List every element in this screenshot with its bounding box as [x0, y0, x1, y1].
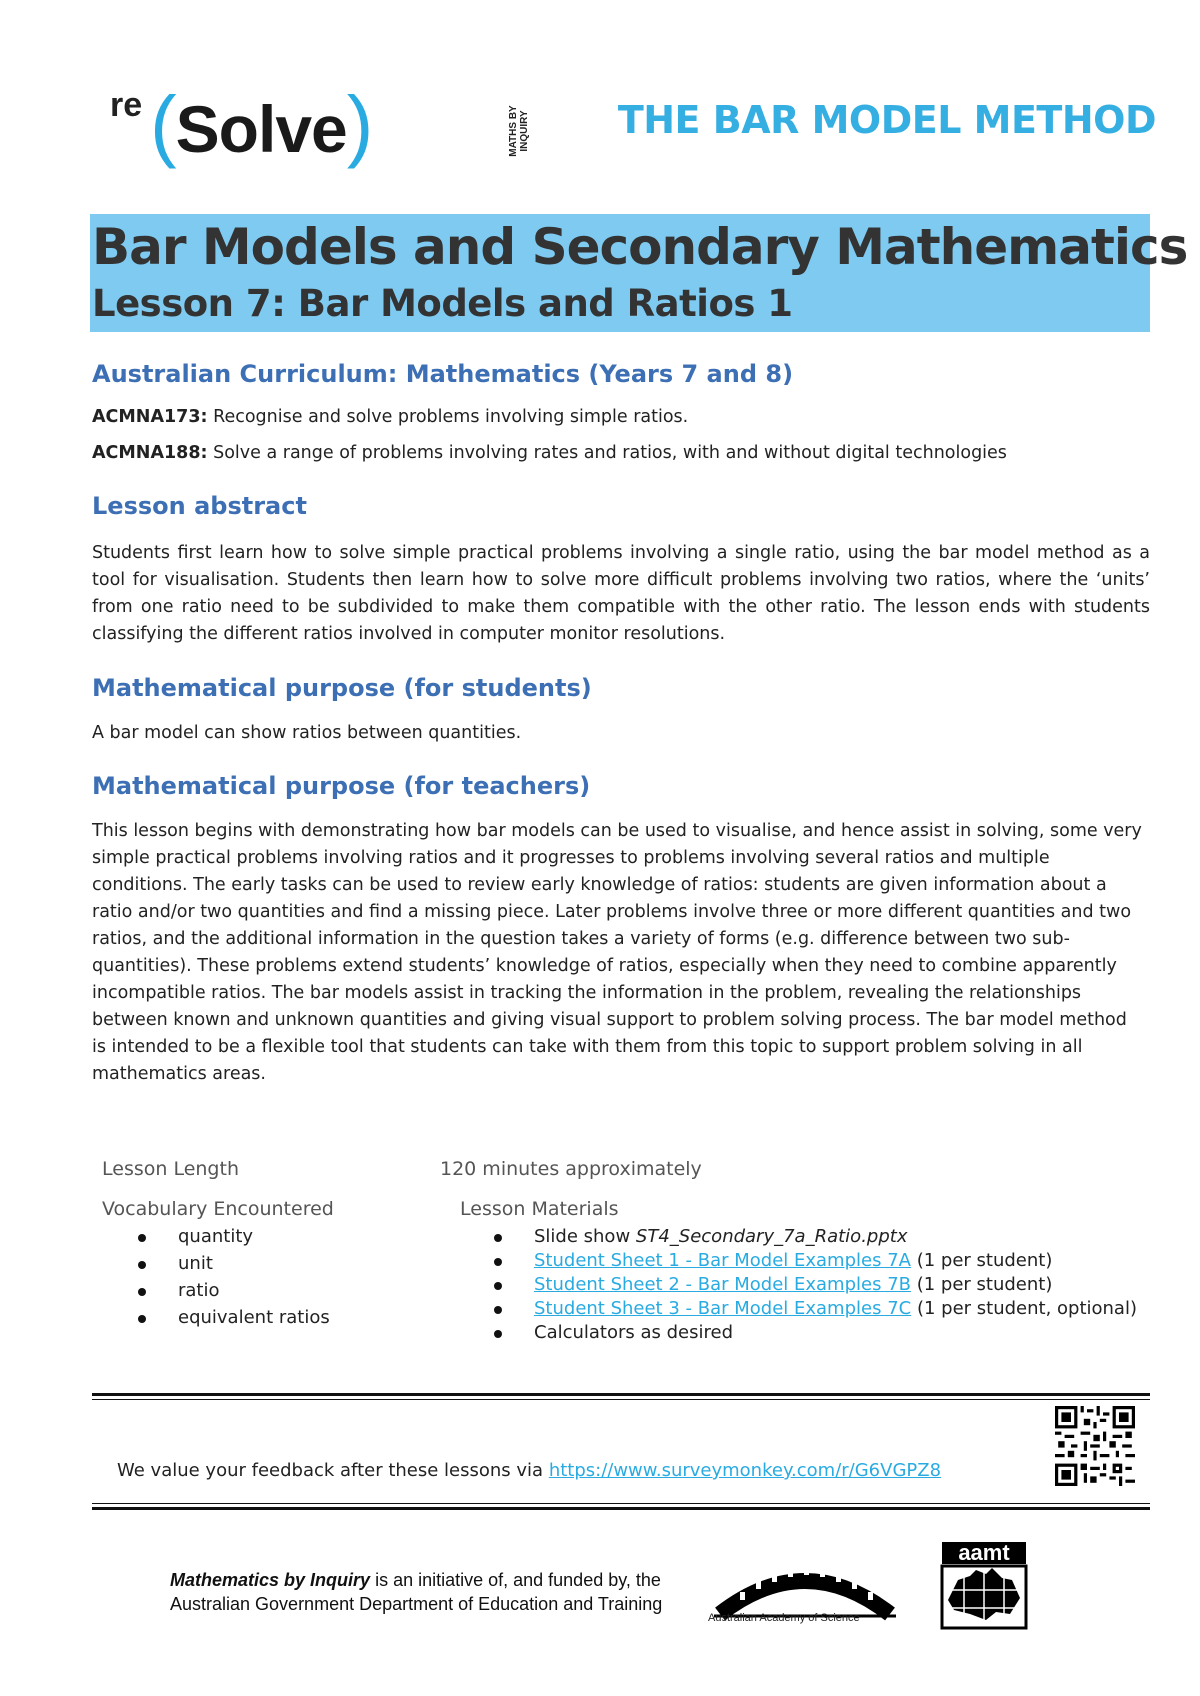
- abstract-heading: Lesson abstract: [92, 492, 307, 520]
- vocabulary-label: Vocabulary Encountered: [102, 1198, 334, 1220]
- student-sheet-3-link[interactable]: Student Sheet 3 - Bar Model Examples 7C: [534, 1298, 912, 1319]
- student-sheet-1-link[interactable]: Student Sheet 1 - Bar Model Examples 7A: [534, 1250, 911, 1271]
- list-item: Student Sheet 1 - Bar Model Examples 7A (1 per student): [494, 1250, 1137, 1274]
- divider: [92, 1399, 1150, 1400]
- divider: [92, 1503, 1150, 1504]
- list-item: quantity: [138, 1226, 330, 1253]
- logo-word: Solve: [175, 92, 347, 166]
- survey-link[interactable]: https://www.surveymonkey.com/r/G6VGPZ8: [548, 1460, 942, 1481]
- curriculum-code: ACMNA188:: [92, 443, 208, 463]
- curriculum-code: ACMNA173:: [92, 407, 208, 427]
- lesson-length-value: 120 minutes approximately: [440, 1158, 702, 1180]
- curriculum-text: Recognise and solve problems involving simple ratios.: [207, 407, 689, 427]
- footer-funding: Mathematics by Inquiry is an initiative of, and funded by, the Australian Government Department of Education and Training: [170, 1570, 663, 1614]
- academy-of-science-label: Australian Academy of Science: [708, 1612, 860, 1624]
- list-item: Slide show ST4_Secondary_7a_Ratio.pptx: [494, 1226, 1137, 1250]
- list-item: unit: [138, 1253, 330, 1280]
- logo-solve: [150, 82, 372, 172]
- divider: [92, 1507, 1150, 1510]
- lesson-length-label: Lesson Length: [102, 1158, 239, 1180]
- list-item: Student Sheet 3 - Bar Model Examples 7C (1 per student, optional): [494, 1298, 1137, 1322]
- purpose-students-heading: Mathematical purpose (for students): [92, 674, 592, 702]
- list-item: equivalent ratios: [138, 1307, 330, 1334]
- aamt-logo: [940, 1540, 1028, 1632]
- curriculum-text: Solve a range of problems involving rates and ratios, with and without digital technologies: [207, 443, 1007, 463]
- logo-close-paren: ): [346, 80, 373, 169]
- document-kicker: THE BAR MODEL METHOD: [617, 98, 1156, 142]
- curriculum-item: [92, 440, 1150, 467]
- purpose-teachers-heading: Mathematical purpose (for teachers): [92, 772, 591, 800]
- logo-open-paren: (: [150, 80, 176, 169]
- footer-brand: Mathematics by Inquiry: [170, 1570, 371, 1590]
- list-item: Student Sheet 2 - Bar Model Examples 7B (1 per student): [494, 1274, 1137, 1298]
- logo-tagline: MATHS BY INQUIRY: [508, 105, 530, 157]
- purpose-teachers-text: This lesson begins with demonstrating how bar models can be used to visualise, and hence assist in solving, some very simple practical problems involving ratios and it progresses to problems involving several ratios and multiple conditions. The early tasks can be used to review early knowledge of ratios: students are given information about a ratio and/or two quantities and find a missing piece. Later problems involve three or more different quantities and two ratios, and the additional information in the question takes a variety of forms (e.g. difference between two sub-quantities). These problems extend students’ knowledge of ratios, especially when they need to combine apparently incompatible ratios. The bar models assist in tracking the information in the problem, revealing the relationships between known and unknown quantities and giving visual support to problem solving process. The bar model method is intended to be a flexible tool that students can take with them from this topic to support problem solving in all mathematics areas.: [92, 821, 1142, 1084]
- page-title: Bar Models and Secondary Mathematics: [92, 218, 1188, 276]
- lesson-subtitle: Lesson 7: Bar Models and Ratios 1: [92, 282, 793, 325]
- list-item: ratio: [138, 1280, 330, 1307]
- purpose-students-text: A bar model can show ratios between quantities.: [92, 723, 522, 743]
- aamt-wordmark: aamt: [958, 1540, 1010, 1565]
- footer-department: Australian Government Department of Education and Training: [170, 1594, 663, 1614]
- logo-re: re: [110, 86, 143, 124]
- materials-list: [494, 1226, 1137, 1346]
- divider: [92, 1393, 1150, 1396]
- curriculum-item: [92, 404, 1150, 431]
- vocabulary-list: [138, 1226, 330, 1334]
- list-item: Calculators as desired: [494, 1322, 1137, 1346]
- qr-code-icon[interactable]: [1055, 1406, 1135, 1486]
- materials-label: Lesson Materials: [460, 1198, 619, 1220]
- student-sheet-2-link[interactable]: Student Sheet 2 - Bar Model Examples 7B: [534, 1274, 911, 1295]
- abstract-text: Students first learn how to solve simple practical problems involving a single ratio, using the bar model method as a tool for visualisation. Students then learn how to solve more difficult problems involving two ratios, where the ‘units’ from one ratio need to be subdivided to make them compatible with the other ratio. The lesson ends with students classifying the different ratios involved in computer monitor resolutions.: [92, 543, 1150, 644]
- curriculum-heading: Australian Curriculum: Mathematics (Years 7 and 8): [92, 360, 794, 388]
- feedback-text: We value your feedback after these lessons via https://www.surveymonkey.com/r/G6VGPZ8: [117, 1460, 942, 1481]
